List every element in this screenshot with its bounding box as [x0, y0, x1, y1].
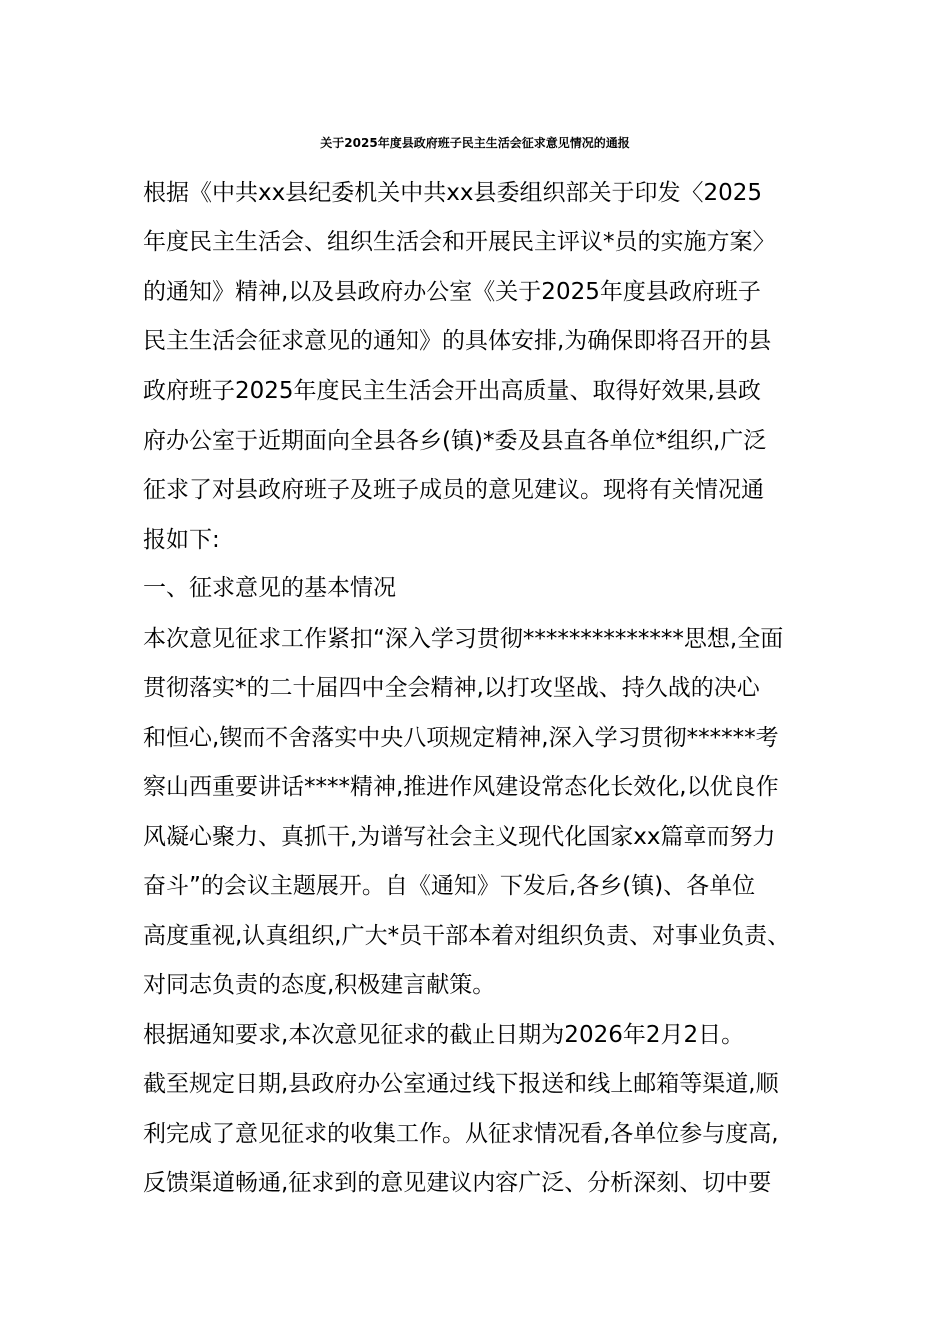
paragraph-line: 截至规定日期,县政府办公室通过线下报送和线上邮箱等渠道,顺 — [143, 1071, 779, 1097]
paragraph-line: 府办公室于近期面向全县各乡(镇)*委及县直各单位*组织,广泛 — [143, 428, 767, 454]
paragraph-line: 对同志负责的态度,积极建言献策。 — [143, 972, 496, 998]
paragraph-line: 根据《中共xx县纪委机关中共xx县委组织部关于印发〈2025 — [143, 180, 762, 206]
paragraph-line: 的通知》精神,以及县政府办公室《关于2025年度县政府班子 — [143, 279, 761, 305]
paragraph-line: 贯彻落实*的二十届四中全会精神,以打攻坚战、持久战的决心 — [143, 675, 760, 701]
paragraph-line: 政府班子2025年度民主生活会开出高质量、取得好效果,县政 — [143, 378, 761, 404]
paragraph-line: 奋斗”的会议主题展开。自《通知》下发后,各乡(镇)、各单位 — [143, 873, 756, 899]
document-title: 关于2025年度县政府班子民主生活会征求意见情况的通报 — [320, 136, 630, 150]
paragraph-line: 民主生活会征求意见的通知》的具体安排,为确保即将召开的县 — [143, 328, 772, 354]
paragraph-line: 和恒心,锲而不舍落实中央八项规定精神,深入学习贯彻******考 — [143, 725, 779, 751]
paragraph-line: 本次意见征求工作紧扣“深入学习贯彻**************思想,全面 — [143, 626, 784, 652]
paragraph-line: 征求了对县政府班子及班子成员的意见建议。现将有关情况通 — [143, 477, 764, 503]
section-heading: 一、征求意见的基本情况 — [143, 575, 396, 601]
paragraph-line: 根据通知要求,本次意见征求的截止日期为2026年2月2日。 — [143, 1022, 745, 1048]
paragraph-line: 高度重视,认真组织,广大*员干部本着对组织负责、对事业负责、 — [143, 923, 791, 949]
paragraph-line: 风凝心聚力、真抓干,为谱写社会主义现代化国家xx篇章而努力 — [143, 824, 776, 850]
paragraph-line: 反馈渠道畅通,征求到的意见建议内容广泛、分析深刻、切中要 — [143, 1170, 772, 1196]
paragraph-line: 利完成了意见征求的收集工作。从征求情况看,各单位参与度高, — [143, 1121, 779, 1147]
paragraph-line: 年度民主生活会、组织生活会和开展民主评议*员的实施方案〉 — [143, 229, 776, 255]
paragraph-line: 察山西重要讲话****精神,推进作风建设常态化长效化,以优良作 — [143, 774, 779, 800]
paragraph-line: 报如下: — [143, 527, 220, 553]
